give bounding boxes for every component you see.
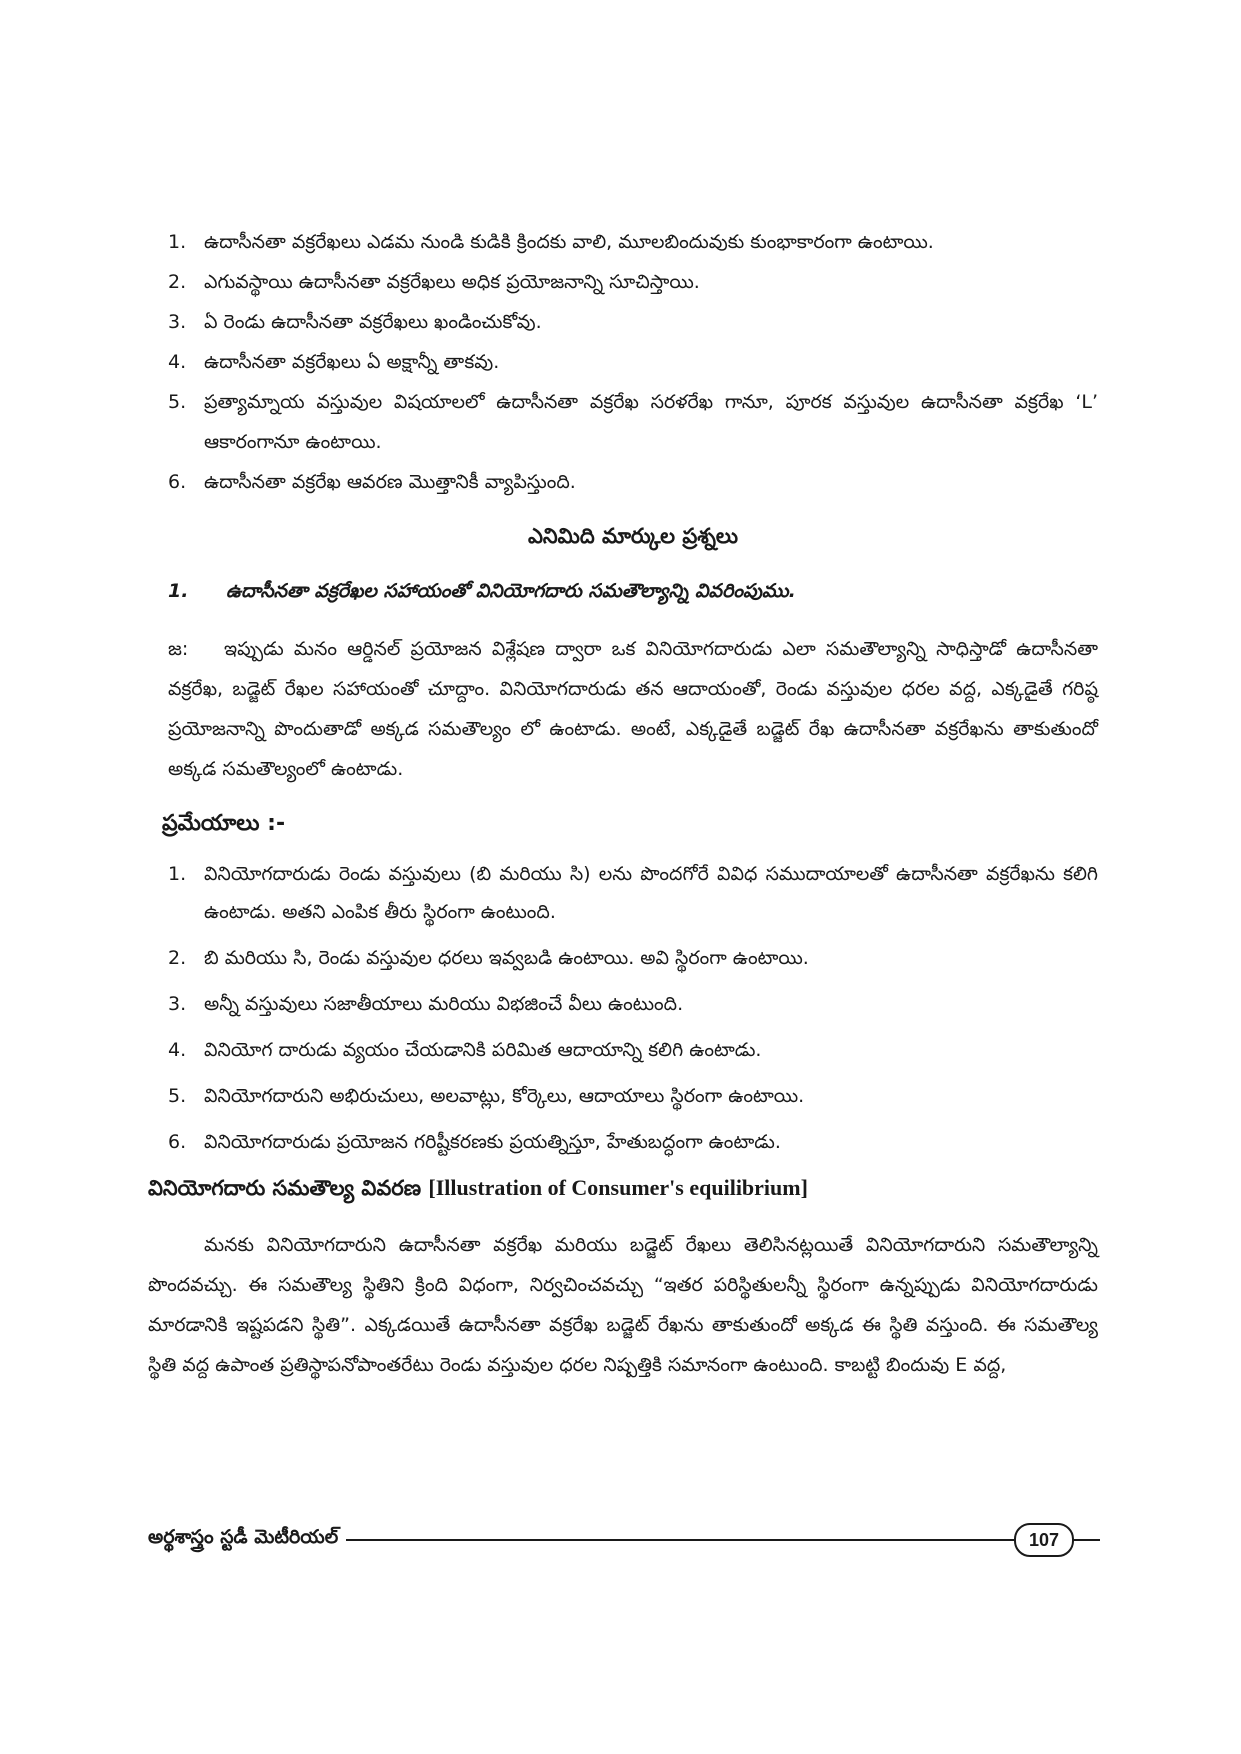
item-text: వినియోగదారుని అభిరుచులు, అలవాట్లు, కోర్కెలు, ఆదాయాలు స్థిరంగా ఉంటాయి. <box>204 1085 805 1107</box>
item-number: 6. <box>168 1131 187 1153</box>
list-item <box>168 262 1098 302</box>
answer-text: ఇప్పుడు మనం ఆర్డినల్ ప్రయోజన విశ్లేషణ ద్వారా ఒక వినియోగదారుడు ఎలా సమతౌల్యాన్ని సాధిస్తాడో ఉదాసీనతా వక్రరేఖ, బడ్జెట్ రేఖల సహాయంతో చూద్దాం. వినియోగదారుడు తన ఆదాయంతో, రెండు వస్తువుల ధరల వద్ద, ఎక్కడైతే గరిష్ఠ ప్రయోజనాన్ని పొందుతాడో అక్కడ సమతౌల్యం లో ఉంటాడు. అంటే, ఎక్కడైతే బడ్జెట్ రేఖ ఉదాసీనతా వక్రరేఖను తాకుతుందో అక్కడ సమతౌల్యంలో ఉంటాడు. <box>168 638 1098 780</box>
question-text: ఉదాసీనతా వక్రరేఖల సహాయంతో వినియోగదారు సమతౌల్యాన్ని వివరింపుము. <box>226 580 796 602</box>
item-text: ఎగువస్థాయి ఉదాసీనతా వక్రరేఖలు అధిక ప్రయోజనాన్ని సూచిస్తాయి. <box>204 271 700 293</box>
item-text: బి మరియు సి, రెండు వస్తువుల ధరలు ఇవ్వబడి ఉంటాయి. అవి స్థిరంగా ఉంటాయి. <box>204 947 809 969</box>
item-number: 1. <box>168 863 187 885</box>
item-number: 5. <box>168 1085 187 1107</box>
item-number: 1. <box>168 231 187 253</box>
item-text: ఉదాసీనతా వక్రరేఖలు ఎడమ నుండి కుడికి క్రిందకు వాలి, మూలబిందువుకు కుంభాకారంగా ఉంటాయి. <box>204 231 934 253</box>
item-text: వినియోగ దారుడు వ్యయం చేయడానికి పరిమిత ఆదాయాన్ని కలిగి ఉంటాడు. <box>204 1039 762 1061</box>
answer <box>168 629 1098 789</box>
list-item <box>168 1031 1098 1069</box>
item-text: ఉదాసీనతా వక్రరేఖలు ఏ అక్షాన్నీ తాకవు. <box>204 351 500 373</box>
item-text: వినియోగదారుడు ప్రయోజన గరిష్టీకరణకు ప్రయత్నిస్తూ, హేతుబద్ధంగా ఉంటాడు. <box>204 1131 781 1153</box>
page-number: 107 <box>1014 1523 1074 1557</box>
illustration-heading-te: వినియోగదారు సమతౌల్య వివరణ <box>148 1176 422 1200</box>
list-item <box>168 1123 1098 1161</box>
assumptions-list <box>168 855 1098 1161</box>
page-content <box>148 222 1098 1404</box>
item-text: ప్రత్యామ్నాయ వస్తువుల విషయాలలో ఉదాసీనతా వక్రరేఖ సరళరేఖ గానూ, పూరక వస్తువుల ఉదాసీనతా వక్రరేఖ ‘L’ ఆకారంగానూ ఉంటాయి. <box>204 391 1098 453</box>
item-number: 4. <box>168 351 187 373</box>
item-number: 2. <box>168 947 187 969</box>
list-item <box>168 1077 1098 1115</box>
item-number: 6. <box>168 471 187 493</box>
item-text: వినియోగదారుడు రెండు వస్తువులు (బి మరియు సి) లను పొందగోరే వివిధ సముదాయాలతో ఉదాసీనతా వక్రరేఖను కలిగి ఉంటాడు. అతని ఎంపిక తీరు స్థిరంగా ఉంటుంది. <box>204 863 1098 923</box>
item-number: 3. <box>168 311 187 333</box>
item-text: ఉదాసీనతా వక్రరేఖ ఆవరణ మొత్తానికీ వ్యాపిస్తుంది. <box>204 471 576 493</box>
item-text: ఏ రెండు ఉదాసీనతా వక్రరేఖలు ఖండించుకోవు. <box>204 311 542 333</box>
illustration-heading <box>148 1175 1098 1206</box>
properties-list <box>168 222 1098 502</box>
list-item <box>168 382 1098 462</box>
item-number: 3. <box>168 993 187 1015</box>
page-footer <box>148 1520 1100 1560</box>
section-title: ఎనిమిది మార్కుల ప్రశ్నలు <box>527 524 739 548</box>
item-text: అన్నీ వస్తువులు సజాతీయాలు మరియు విభజించే వీలు ఉంటుంది. <box>204 993 684 1015</box>
list-item <box>168 462 1098 502</box>
question <box>168 580 1098 607</box>
list-item <box>168 342 1098 382</box>
illustration-heading-en: [Illustration of Consumer's equilibrium] <box>428 1175 808 1200</box>
assumptions-heading: ప్రమేయాలు :- <box>162 811 286 836</box>
question-number: 1. <box>168 580 189 602</box>
illustration-paragraph: మనకు వినియోగదారుని ఉదాసీనతా వక్రరేఖ మరియు బడ్జెట్ రేఖలు తెలిసినట్లయితే వినియోగదారుని సమతౌల్యాన్ని పొందవచ్చు. ఈ సమతౌల్య స్థితిని క్రింది విధంగా, నిర్వచించవచ్చు “ఇతర పరిస్థితులన్నీ స్థిరంగా ఉన్నప్పుడు వినియోగదారుడు మారడానికి ఇష్టపడని స్థితి”. ఎక్కడయితే ఉదాసీనతా వక్రరేఖ బడ్జెట్ రేఖను తాకుతుందో అక్కడ ఈ స్థితి వస్తుంది. ఈ సమతౌల్య స్థితి వద్ద ఉపాంత ప్రతిస్థాపనోపాంతరేటు రెండు వస్తువుల ధరల నిష్పత్తికి సమానంగా ఉంటుంది. కాబట్టి బిందువు E వద్ద, <box>148 1234 1098 1376</box>
list-item <box>168 985 1098 1023</box>
item-number: 2. <box>168 271 187 293</box>
list-item <box>168 939 1098 977</box>
item-number: 5. <box>168 391 187 413</box>
answer-label: జ: <box>168 638 189 660</box>
footer-title: అర్థశాస్త్రం స్టడీ మెటీరియల్ <box>148 1526 346 1553</box>
list-item <box>168 302 1098 342</box>
item-number: 4. <box>168 1039 187 1061</box>
list-item <box>168 222 1098 262</box>
list-item <box>168 855 1098 931</box>
